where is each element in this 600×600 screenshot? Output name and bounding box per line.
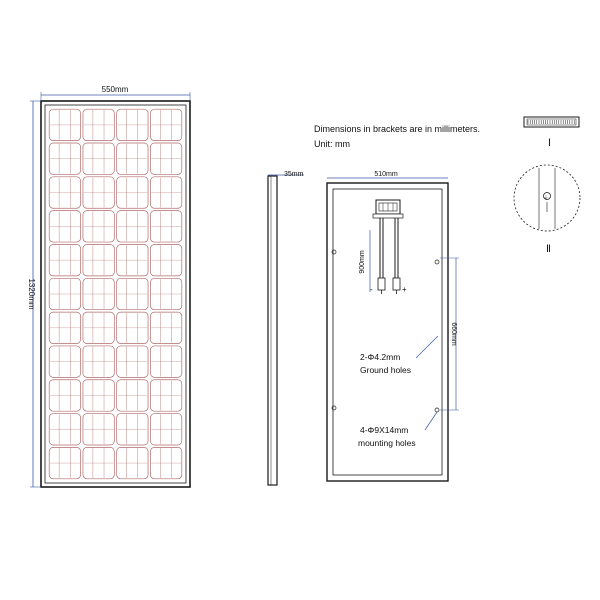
- ground-holes-leader: [416, 336, 438, 358]
- front-height-label: 1320mm: [27, 278, 36, 310]
- back-width-label: 510mm: [374, 171, 398, 178]
- detail-two: [514, 165, 580, 255]
- ground-symbol-icon: ⏚: [543, 195, 549, 201]
- junction-box: [373, 200, 403, 218]
- positive-connector: [393, 278, 400, 290]
- negative-connector: [378, 278, 385, 290]
- note-unit: Unit: mm: [314, 139, 350, 149]
- back-view: [327, 171, 459, 481]
- detail-one-label: Ⅰ: [548, 138, 551, 149]
- detail-two-label: Ⅱ: [546, 244, 551, 255]
- side-profile: [268, 176, 277, 485]
- mounting-holes-spec: 4-Φ9X14mm: [360, 425, 409, 435]
- mounting-holes: [332, 250, 439, 412]
- mounting-holes-leader: [425, 412, 437, 430]
- note-dimensions-brackets: Dimensions in brackets are in millimeters.: [314, 124, 481, 134]
- negative-terminal-label: -: [370, 285, 373, 294]
- ground-holes-spec: 2-Φ4.2mm: [360, 352, 401, 362]
- hole-spacing-label: 660mm: [450, 322, 457, 346]
- mounting-holes-label: mounting holes: [358, 438, 416, 448]
- side-view: [268, 171, 304, 485]
- detail-one: [524, 117, 579, 149]
- solar-cell-grid: [49, 109, 182, 479]
- ground-holes-label: Ground holes: [360, 365, 412, 375]
- front-width-label: 550mm: [101, 85, 129, 94]
- back-outer-frame: [327, 183, 448, 481]
- side-thickness-label: 35mm: [284, 171, 304, 178]
- front-view: [27, 85, 190, 487]
- positive-terminal-label: +: [402, 285, 407, 294]
- output-cables: [378, 218, 400, 294]
- cable-length-label: 900mm: [359, 250, 366, 274]
